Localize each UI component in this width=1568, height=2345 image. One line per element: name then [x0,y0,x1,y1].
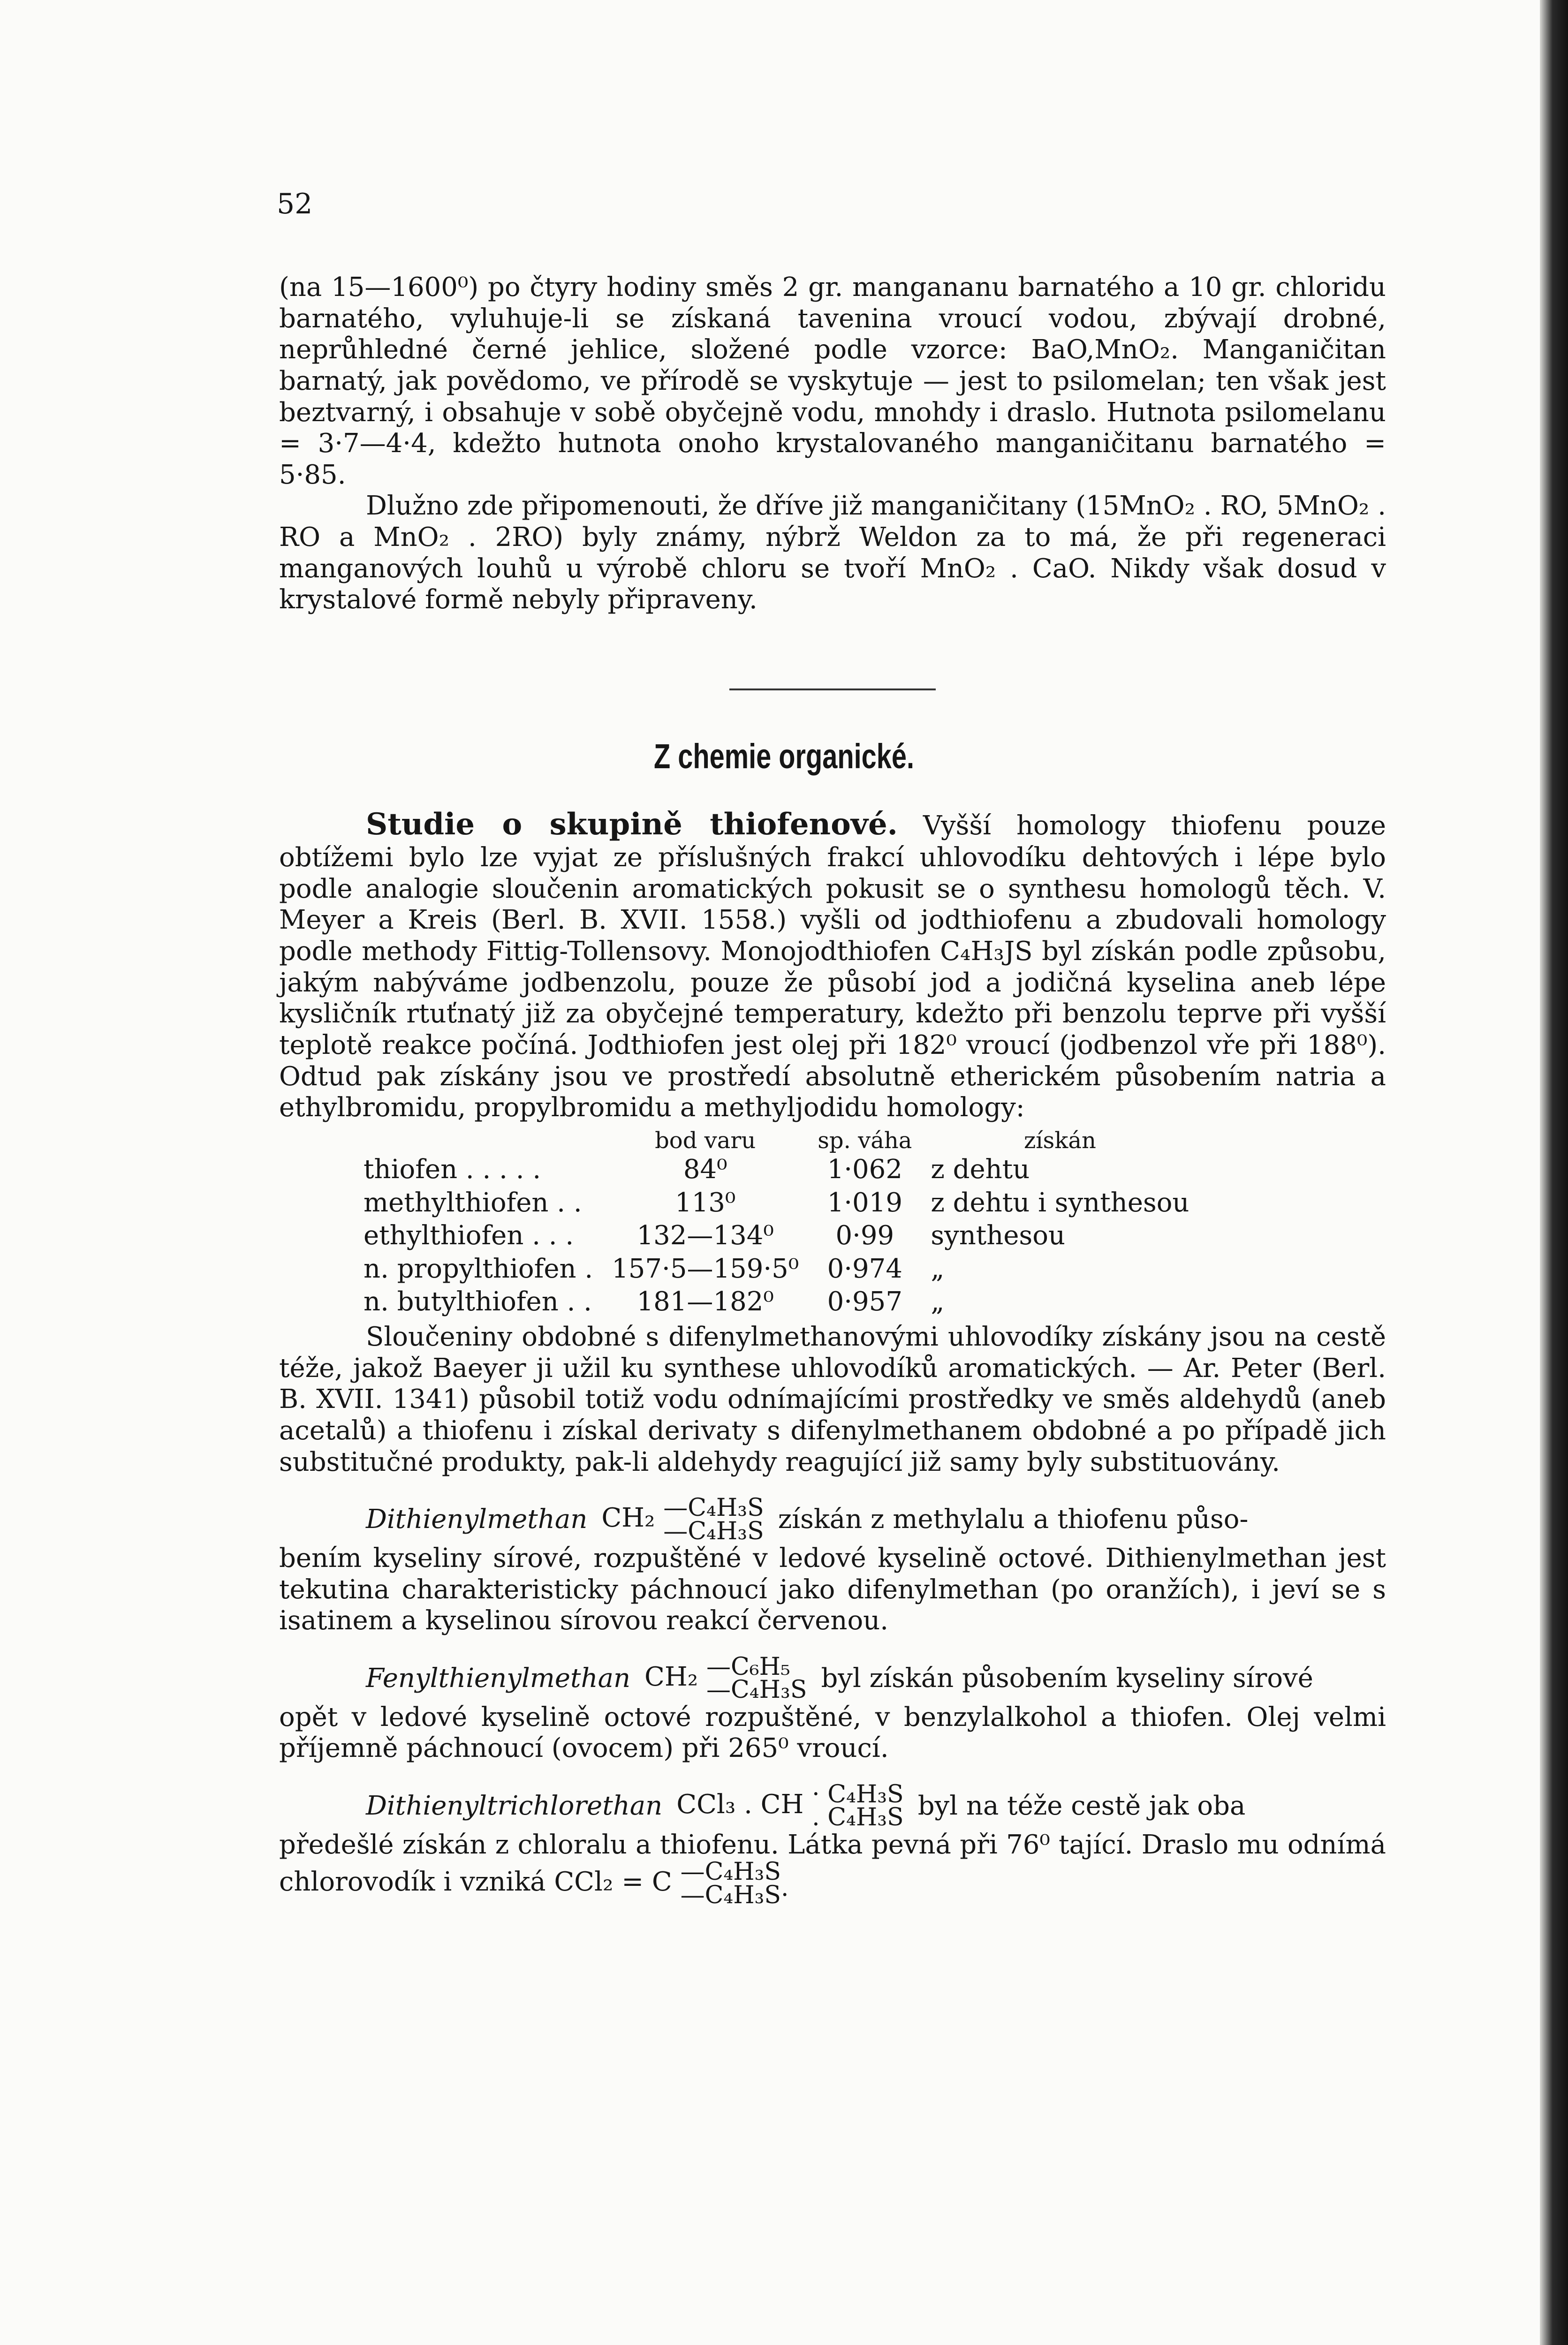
compound-2-formula-bottom: —C₄H₃S [706,1676,807,1704]
compound-1-formula-top: —C₄H₃S [663,1494,764,1522]
compound-3-formula-bottom: . C₄H₃S [812,1803,904,1832]
table-row [364,1286,1208,1320]
table-cell: z dehtu [931,1154,1030,1185]
table-cell: 181—182⁰ [636,1286,774,1317]
table-cell: „ [931,1253,945,1284]
study-heading: Studie o skupině thiofenové. [366,807,898,842]
table-row [364,1220,1208,1254]
after-table-paragraph: Sloučeniny obdobné s difenylmethanovými uhlovodíky získány jsou na cestě téže, jakož Baeyer ji užil ku synthese uhlovodíků aromatických. — Ar. Peter (Berl. B. XVII. 1341) působil totiž vodu odnímajícími prostředky ve směs aldehydů (aneb acetalů) a thiofenu i získal derivaty s difenylmethanem obdobné a po případě jich substitučné produkty, pak-li aldehydy reagující již samy byly substituovány. [279,1322,1386,1477]
compound-2-line [279,1652,1386,1704]
intro-section [279,272,1386,616]
section-title: Z chemie organické. [654,737,914,776]
table-cell: 0·974 [827,1253,902,1284]
table-cell: 84⁰ [683,1154,727,1185]
compound-2-formula-top: —C₆H₅ [706,1652,790,1681]
compound-1-inline-text: získán z methylalu a thiofenu půso- [778,1504,1249,1535]
table-cell: methylthiofen . . [364,1187,582,1218]
table-cell: thiofen . . . . . [364,1154,541,1185]
compound-1-formula-bottom: —C₄H₃S [663,1517,764,1545]
table-cell: „ [931,1286,945,1317]
compound-3-name: Dithienyltrichlorethan [366,1790,663,1821]
compound-2-inline-text: byl získán působením kyseliny sírové [821,1663,1313,1694]
page-number: 52 [277,188,313,220]
table-header: sp. váha [818,1127,912,1154]
table-row [364,1188,1208,1221]
compound-2-text: opět v ledové kyselině octové rozpuštěné, v benzylalkohol a thiofen. Olej velmi příjemně páchnoucí (ovocem) při 265⁰ vroucí. [279,1702,1386,1764]
compound-3-formula-stack [812,1780,904,1832]
compound-2-formula [644,1652,807,1704]
intro-paragraph-2: Dlužno zde připomenouti, že dříve již manganičitany (15MnO₂ . RO, 5MnO₂ . RO a MnO₂ . 2RO) byly známy, nýbrž Weldon za to má, že při regeneraci manganových louhů u výrobě chloru se tvoří MnO₂ . CaO. Nikdy však dosud v krystalové formě nebyly připraveny. [279,491,1386,615]
table-cell: 157·5—159·5⁰ [612,1253,799,1284]
study-text: Vyšší homology thiofenu pouze obtížemi bylo lze vyjat ze příslušných frakcí uhlovodíku dehtových i lépe bylo podle analogie sloučenin aromatických pokusit se o synthesu homologů těch. V. Meyer a Kreis (Berl. B. XVII. 1558.) vyšli od jodthiofenu a zbudovali homology podle methody Fittig-Tollensovy. Monojodthiofen C₄H₃JS byl získán podle způsobu, jakým nabýváme jodbenzolu, pouze že působí jod a jodičná kyselina aneb lépe kysličník rtuťnatý již za obyčejné temperatury, kdežto při benzolu teprve při vyšší teplotě reakce počíná. Jodthiofen jest olej při 182⁰ vroucí (jodbenzol vře při 188⁰). Odtud pak získány jsou ve prostředí absolutně etherickém působením natria a ethylbromidu, propylbromidu a methyljodidu homology: [279,810,1386,1123]
table-cell: ethylthiofen . . . [364,1220,574,1251]
table-cell: n. propylthiofen . [364,1253,593,1284]
study-section [279,807,1386,1907]
compound-3-line [279,1780,1386,1832]
compound-3-end-bottom: —C₄H₃S· [680,1881,789,1909]
table-header: získán [1023,1127,1096,1154]
table-header [364,1127,612,1154]
table-cell: 132—134⁰ [636,1220,774,1251]
table-cell: 113⁰ [675,1187,736,1218]
table-row [364,1254,1208,1287]
compound-2-formula-stack [706,1652,807,1704]
homolog-table [364,1127,1208,1320]
table-cell: synthesou [931,1220,1066,1251]
table-header-row [364,1127,1208,1154]
compound-3-end-formula-stack [680,1858,789,1909]
compound-3-inline-text: byl na téže cestě jak oba [917,1790,1246,1821]
table-cell: 1·019 [827,1187,902,1218]
study-paragraph [279,807,1386,1124]
section-divider [729,688,936,690]
compound-2-formula-base: CH₂ [644,1661,698,1692]
compound-1-line [279,1494,1386,1545]
table-cell: 0·99 [835,1220,894,1251]
table-cell: n. butylthiofen . . [364,1286,592,1317]
compound-3-end-top: —C₄H₃S [680,1858,781,1886]
compound-1-formula [601,1494,764,1545]
page-edge-shadow [1540,0,1568,2345]
compound-1-formula-stack [663,1494,764,1545]
compound-3-formula [676,1780,904,1832]
compound-1-formula-base: CH₂ [601,1503,655,1534]
compound-3-text [279,1830,1386,1907]
compound-1-name: Dithienylmethan [366,1504,588,1535]
table-cell: z dehtu i synthesou [931,1187,1189,1218]
compound-3-text-body: předešlé získán z chloralu a thiofenu. Látka pevná při 76⁰ tající. Draslo mu odnímá chlorovodík i vzniká CCl₂ = C [279,1829,1386,1898]
compound-2-name: Fenylthienylmethan [366,1663,631,1694]
table-header: bod varu [655,1127,756,1154]
compound-3-formula-top: · C₄H₃S [812,1780,904,1808]
table-cell: 1·062 [827,1154,902,1185]
compound-1-text: bením kyseliny sírové, rozpuštěné v ledové kyselině octové. Dithienylmethan jest tekutina charakteristicky páchnoucí jako difenylmethan (po oranžích), i jeví se s isatinem a kyselinou sírovou reakcí červenou. [279,1543,1386,1636]
intro-paragraph-1: (na 15—1600⁰) po čtyry hodiny směs 2 gr. mangananu barnatého a 10 gr. chloridu barnatého, vyluhuje-li se získaná tavenina vroucí vodou, zbývají drobné, neprůhledné černé jehlice, složené podle vzorce: BaO,MnO₂. Manganičitan barnatý, jak povědomo, ve přírodě se vyskytuje — jest to psilomelan; ten však jest beztvarný, i obsahuje v sobě obyčejně vodu, mnohdy i draslo. Hutnota psilomelanu = 3·7—4·4, kdežto hutnota onoho krystalovaného manganičitanu barnatého = 5·85. [279,272,1386,490]
table-row [364,1154,1208,1188]
compound-3-formula-base: CCl₃ . CH [676,1789,804,1820]
table-cell: 0·957 [827,1286,902,1317]
